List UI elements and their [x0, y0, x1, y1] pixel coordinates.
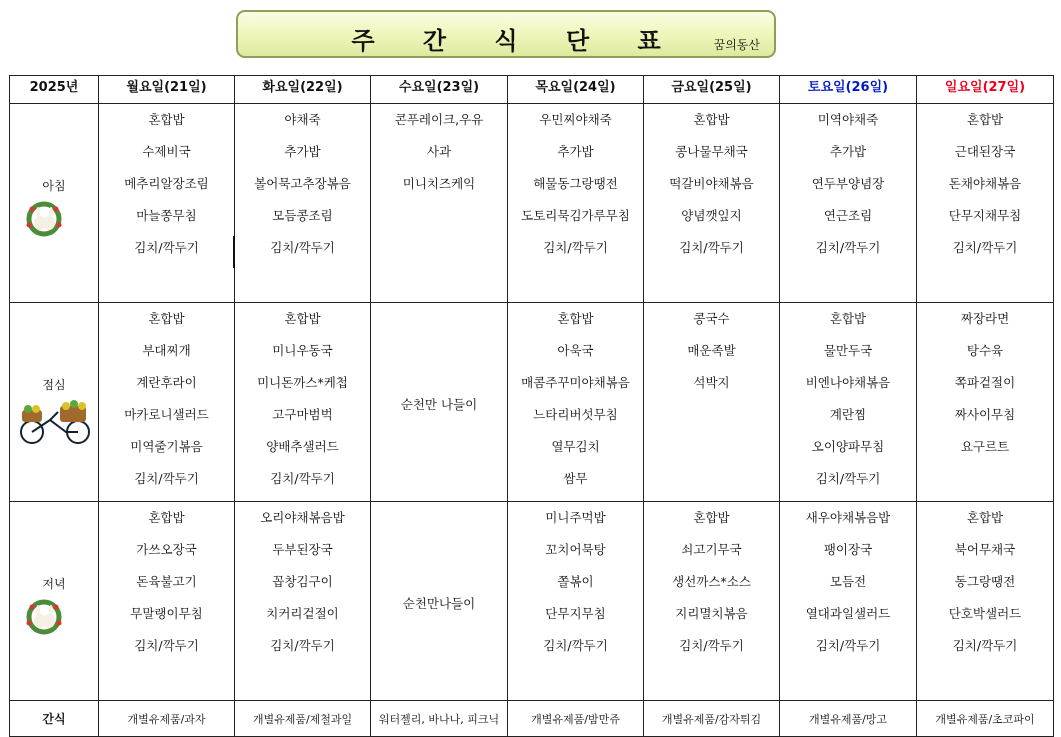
breakfast-label-cell: [10, 104, 99, 303]
breakfast-day-cell: [917, 104, 1054, 303]
menu-item: 석박지: [693, 375, 730, 390]
dinner-day-cell: [99, 502, 235, 701]
day-header: 일요일(27일): [917, 76, 1054, 104]
menu-item: 열대과일샐러드: [805, 606, 891, 621]
menu-item: 김치/깍두기: [270, 638, 335, 653]
year-header: 2025년: [10, 76, 99, 104]
snack-cell: 개별유제품/망고: [780, 701, 917, 737]
page-title: 주 간 식 단 표: [351, 27, 681, 55]
menu-item: 연근조림: [823, 208, 873, 223]
menu-item: 미니우동국: [272, 343, 333, 358]
menu-item: 열무김치: [551, 439, 600, 454]
lunch-day-cell: [917, 303, 1054, 502]
menu-item: 돈채야채볶음: [948, 176, 1022, 191]
page-subtitle: 꿈의동산: [713, 38, 760, 52]
lunch-row: [10, 303, 1054, 502]
menu-item: 팽이장국: [823, 542, 873, 557]
breakfast-day-cell: [99, 104, 235, 303]
menu-item: 혼합밥: [284, 311, 321, 326]
dinner-label-cell: [10, 502, 99, 701]
menu-item: 두부된장국: [272, 542, 333, 557]
menu-item-list: [508, 506, 643, 666]
menu-item-list: [99, 307, 234, 499]
bunny-wreath-icon: [20, 599, 68, 639]
menu-item: 단호박샐러드: [948, 606, 1022, 621]
lunch-day-cell: [780, 303, 917, 502]
day-header: 금요일(25일): [644, 76, 780, 104]
menu-item: 김치/깍두기: [270, 240, 335, 255]
menu-item: 추가밥: [284, 144, 321, 159]
dinner-outing-cell: 순천만나들이: [371, 502, 508, 701]
menu-item: 쪽파겉절이: [954, 375, 1016, 390]
menu-item: 추가밥: [829, 144, 867, 159]
menu-item: 요구르트: [960, 439, 1010, 454]
menu-item: 콩국수: [693, 311, 730, 326]
menu-item: 추가밥: [557, 144, 594, 159]
menu-item-list: [235, 307, 370, 499]
menu-item: 모듬전: [829, 574, 867, 589]
menu-item: 미역줄기볶음: [130, 439, 203, 454]
menu-item-list: [780, 108, 916, 268]
lunch-day-cell: [235, 303, 371, 502]
snack-row: [10, 701, 1054, 737]
menu-item: 김치/깍두기: [134, 638, 199, 653]
menu-item: 마카로니샐러드: [124, 407, 209, 422]
dinner-day-cell: [644, 502, 780, 701]
lunch-day-cell: [644, 303, 780, 502]
menu-item: 모듬콩조림: [272, 208, 333, 223]
menu-item: 김치/깍두기: [815, 240, 881, 255]
menu-item: 아욱국: [557, 343, 594, 358]
menu-item: 야채죽: [284, 112, 321, 127]
menu-item: 마늘쫑무침: [136, 208, 197, 223]
snack-cell: 개별유제품/제철과일: [235, 701, 371, 737]
menu-item-list: [99, 506, 234, 666]
snack-cell: 개별유제품/과자: [99, 701, 235, 737]
menu-item: 쫄볶이: [557, 574, 594, 589]
menu-item: 양념깻잎지: [681, 208, 742, 223]
snack-cell: 개별유제품/밤만쥬: [508, 701, 644, 737]
snack-cell: 개별유제품/감자튀김: [644, 701, 780, 737]
menu-item: 오리야채볶음밥: [260, 510, 345, 525]
menu-item: 꼬치어묵탕: [545, 542, 606, 557]
menu-item: 혼합밥: [693, 510, 730, 525]
lunch-day-cell: [508, 303, 644, 502]
day-header: 수요일(23일): [371, 76, 508, 104]
menu-item-list: [780, 307, 916, 499]
menu-item: 북어무채국: [954, 542, 1016, 557]
menu-item: 쌈무: [563, 471, 588, 486]
menu-item: 김치/깍두기: [679, 638, 744, 653]
menu-item: 짜장라면: [960, 311, 1010, 326]
lunch-label-cell: [10, 303, 99, 502]
menu-item: 치커리겉절이: [266, 606, 339, 621]
menu-item: 계란찜: [829, 407, 867, 422]
menu-item: 계란후라이: [136, 375, 197, 390]
menu-item-list: [99, 108, 234, 268]
menu-item: 고구마범벅: [272, 407, 333, 422]
menu-item: 사과: [426, 144, 452, 159]
bunny-wreath-icon: [20, 201, 68, 241]
menu-item: 김치/깍두기: [134, 240, 199, 255]
day-header: 월요일(21일): [99, 76, 235, 104]
menu-item-list: [644, 108, 779, 268]
snack-label: 간식: [10, 701, 99, 737]
menu-item: 단무지채무침: [948, 208, 1022, 223]
menu-item-list: [780, 506, 916, 666]
menu-item: 가쓰오장국: [136, 542, 197, 557]
menu-item: 부대찌개: [142, 343, 191, 358]
breakfast-day-cell: [371, 104, 508, 303]
lunch-outing-cell: 순천만 나들이: [371, 303, 508, 502]
menu-item: 지리멸치볶음: [675, 606, 748, 621]
snack-cell: 개별유제품/초코파이: [917, 701, 1054, 737]
menu-item-list: [917, 307, 1053, 467]
menu-item-list: [235, 506, 370, 666]
menu-item: 혼합밥: [557, 311, 594, 326]
menu-item: 비엔나야채볶음: [805, 375, 891, 390]
dinner-day-cell: [917, 502, 1054, 701]
flower-bicycle-icon: [16, 400, 92, 450]
menu-item-list: [917, 506, 1053, 666]
menu-item: 혼합밥: [693, 112, 730, 127]
snack-cell: 워터젤리, 바나나, 피크닉: [371, 701, 508, 737]
menu-item: 매콤주꾸미야채볶음: [521, 375, 630, 390]
menu-item: 느타리버섯무침: [533, 407, 618, 422]
menu-item: 김치/깍두기: [815, 638, 881, 653]
menu-item: 도토리묵김가루무침: [521, 208, 630, 223]
breakfast-row: [10, 104, 1054, 303]
menu-item: 메추리알장조림: [124, 176, 209, 191]
menu-item: 혼합밥: [966, 112, 1004, 127]
day-header: 화요일(22일): [235, 76, 371, 104]
menu-item: 생선까스*소스: [672, 574, 751, 589]
menu-item: 물만두국: [823, 343, 873, 358]
meal-label: 아침: [42, 179, 66, 193]
menu-item-list: [917, 108, 1053, 268]
menu-item: 짜사이무침: [954, 407, 1016, 422]
day-header: 토요일(26일): [780, 76, 917, 104]
weekly-menu-table: [9, 75, 1054, 737]
menu-item: 매운족발: [687, 343, 736, 358]
menu-item: 김치/깍두기: [952, 638, 1018, 653]
menu-item: 김치/깍두기: [952, 240, 1018, 255]
menu-item: 새우야채볶음밥: [805, 510, 891, 525]
menu-item: 콩나물무채국: [675, 144, 748, 159]
menu-item-list: [235, 108, 370, 268]
menu-item: 김치/깍두기: [543, 240, 608, 255]
menu-item: 김치/깍두기: [134, 471, 199, 486]
menu-item: 떡갈비야채볶음: [669, 176, 754, 191]
dinner-day-cell: [235, 502, 371, 701]
dinner-day-cell: [508, 502, 644, 701]
menu-item: 혼합밥: [148, 510, 185, 525]
menu-item: 우민찌야채죽: [539, 112, 612, 127]
menu-item: 동그랑땡전: [954, 574, 1016, 589]
menu-item: 김치/깍두기: [815, 471, 881, 486]
menu-item: 미니주먹밥: [545, 510, 606, 525]
menu-item: 김치/깍두기: [679, 240, 744, 255]
menu-item: 혼합밥: [148, 311, 185, 326]
menu-item: 미니돈까스*케첩: [257, 375, 348, 390]
menu-item: 수제비국: [142, 144, 191, 159]
dinner-row: [10, 502, 1054, 701]
menu-item: 혼합밥: [829, 311, 867, 326]
menu-item-list: [644, 506, 779, 666]
lunch-day-cell: [99, 303, 235, 502]
menu-item: 연두부양념장: [811, 176, 885, 191]
menu-item: 콘푸레이크,우유: [394, 112, 484, 127]
menu-item: 돈육불고기: [136, 574, 197, 589]
menu-item-list: [644, 307, 779, 403]
menu-item: 혼합밥: [148, 112, 185, 127]
menu-item: 볼어묵고추장볶음: [254, 176, 351, 191]
breakfast-day-cell: [644, 104, 780, 303]
title-box: [236, 10, 776, 58]
menu-item: 오이양파무침: [811, 439, 885, 454]
menu-item: 쇠고기무국: [681, 542, 742, 557]
menu-item: 미역야채죽: [817, 112, 879, 127]
breakfast-day-cell: [235, 104, 371, 303]
menu-item-list: [508, 108, 643, 268]
meal-label: 저녁: [42, 577, 66, 591]
menu-item: 근대된장국: [954, 144, 1016, 159]
cell-divider-line: [233, 236, 235, 268]
menu-item: 해물동그랑땡전: [533, 176, 618, 191]
menu-item: 꼽창김구이: [272, 574, 333, 589]
breakfast-day-cell: [780, 104, 917, 303]
menu-item-list: [508, 307, 643, 499]
menu-item: 미니치즈케익: [402, 176, 476, 191]
menu-item: 무말랭이무침: [130, 606, 203, 621]
breakfast-day-cell: [508, 104, 644, 303]
menu-item: 탕수육: [966, 343, 1004, 358]
menu-item-list: [371, 108, 507, 204]
menu-item: 단무지무침: [545, 606, 606, 621]
menu-item: 김치/깍두기: [270, 471, 335, 486]
header-row: [10, 76, 1054, 104]
dinner-day-cell: [780, 502, 917, 701]
day-header: 목요일(24일): [508, 76, 644, 104]
meal-label: 점심: [42, 378, 66, 392]
menu-item: 혼합밥: [966, 510, 1004, 525]
menu-item: 양배추샐러드: [266, 439, 339, 454]
menu-item: 김치/깍두기: [543, 638, 608, 653]
